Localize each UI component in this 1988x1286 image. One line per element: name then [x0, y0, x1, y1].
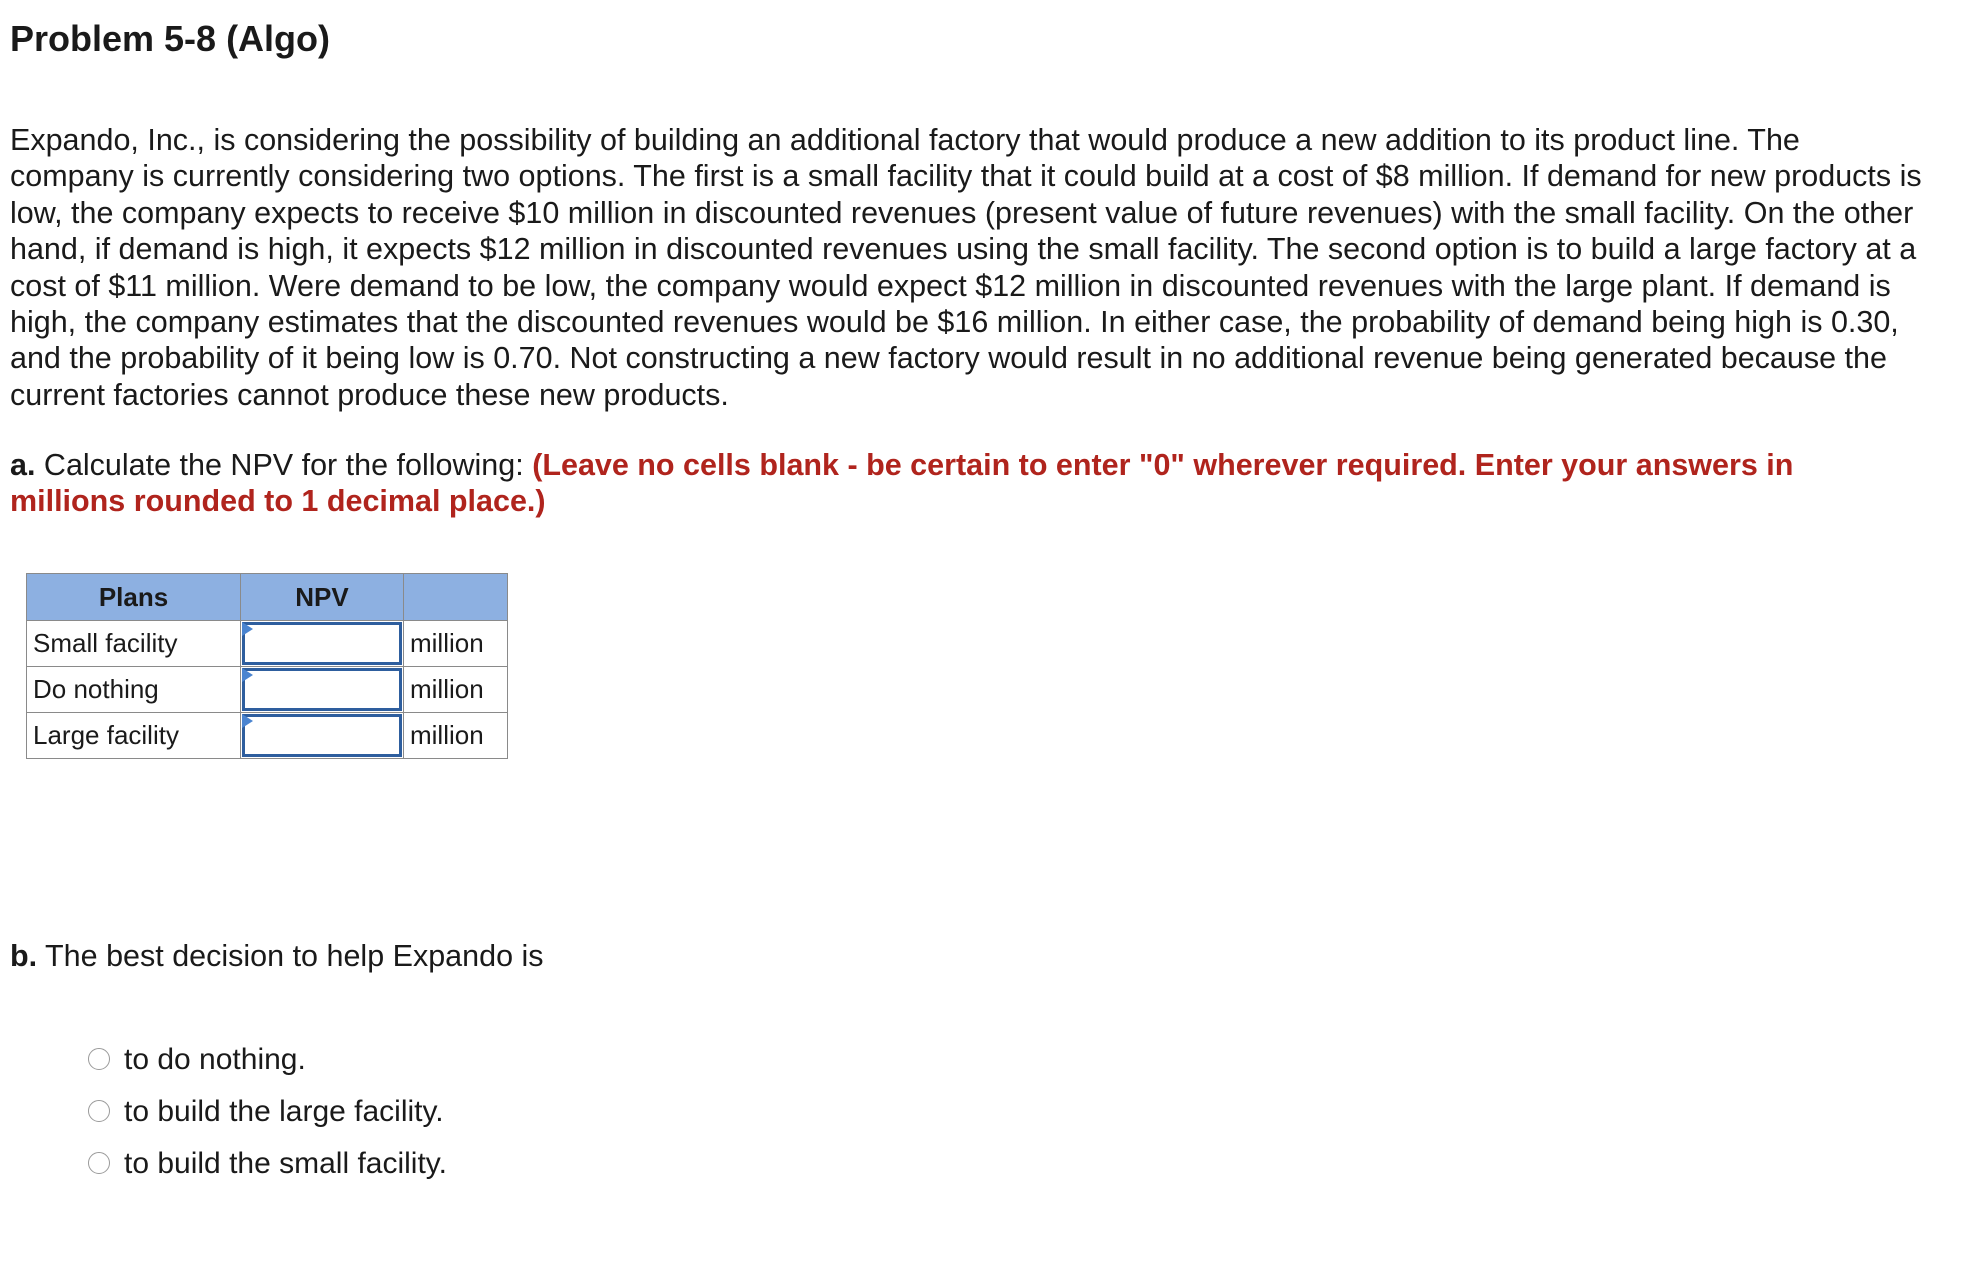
plan-label-small-facility: Small facility: [27, 621, 241, 667]
npv-table: [26, 573, 508, 759]
part-a-prompt: Calculate the NPV for the following:: [43, 448, 524, 482]
input-flag-icon: [242, 622, 253, 636]
part-a-instruction: (Leave no cells blank - be certain to enter "0" wherever required. Enter your answers in millions rounded to 1 decimal place.): [10, 448, 1794, 518]
header-unit: [404, 574, 508, 621]
npv-input-large-facility[interactable]: [242, 714, 402, 757]
problem-statement: Expando, Inc., is considering the possibility of building an additional factory that would produce a new addition to its product line. The company is currently considering two options. The first is a small facility that it could build at a cost of $8 million. If demand for new products is low, the company expects to receive $10 million in discounted revenues (present value of future revenues) with the small facility. On the other hand, if demand is high, it expects $12 million in discounted revenues using the small facility. The second option is to build a large factory at a cost of $11 million. Were demand to be low, the company would expect $12 million in discounted revenues with the large plant. If demand is high, the company estimates that the discounted revenues would be $16 million. In either case, the probability of demand being high is 0.30, and the probability of it being low is 0.70. Not constructing a new factory would result in no additional revenue being generated because the current factories cannot produce these new products.: [10, 123, 1922, 412]
table-row: [27, 713, 508, 759]
part-b-prompt: The best decision to help Expando is: [45, 939, 544, 973]
header-npv: NPV: [241, 574, 404, 621]
unit-label: million: [404, 713, 508, 759]
npv-cell-small-facility: [241, 621, 404, 667]
decision-options: [88, 1040, 447, 1196]
input-flag-icon: [242, 668, 253, 682]
radio-button[interactable]: [88, 1048, 110, 1070]
radio-button[interactable]: [88, 1100, 110, 1122]
plan-label-large-facility: Large facility: [27, 713, 241, 759]
option-do-nothing[interactable]: [88, 1040, 447, 1092]
npv-cell-large-facility: [241, 713, 404, 759]
table-row: [27, 667, 508, 713]
part-a-question: [10, 447, 1910, 519]
option-label: to do nothing.: [124, 1043, 306, 1076]
npv-cell-do-nothing: [241, 667, 404, 713]
plan-label-do-nothing: Do nothing: [27, 667, 241, 713]
input-flag-icon: [242, 714, 253, 728]
header-plans: Plans: [27, 574, 241, 621]
part-a-letter: a.: [10, 448, 36, 482]
option-label: to build the large facility.: [124, 1095, 444, 1128]
table-row: [27, 621, 508, 667]
option-build-large[interactable]: [88, 1092, 447, 1144]
option-label: to build the small facility.: [124, 1147, 447, 1180]
npv-input-small-facility[interactable]: [242, 622, 402, 665]
problem-title: Problem 5-8 (Algo): [10, 18, 331, 59]
npv-input-do-nothing[interactable]: [242, 668, 402, 711]
table-header-row: [27, 574, 508, 621]
unit-label: million: [404, 621, 508, 667]
part-b-question: [10, 938, 544, 974]
option-build-small[interactable]: [88, 1144, 447, 1196]
part-b-letter: b.: [10, 939, 38, 973]
radio-button[interactable]: [88, 1152, 110, 1174]
unit-label: million: [404, 667, 508, 713]
